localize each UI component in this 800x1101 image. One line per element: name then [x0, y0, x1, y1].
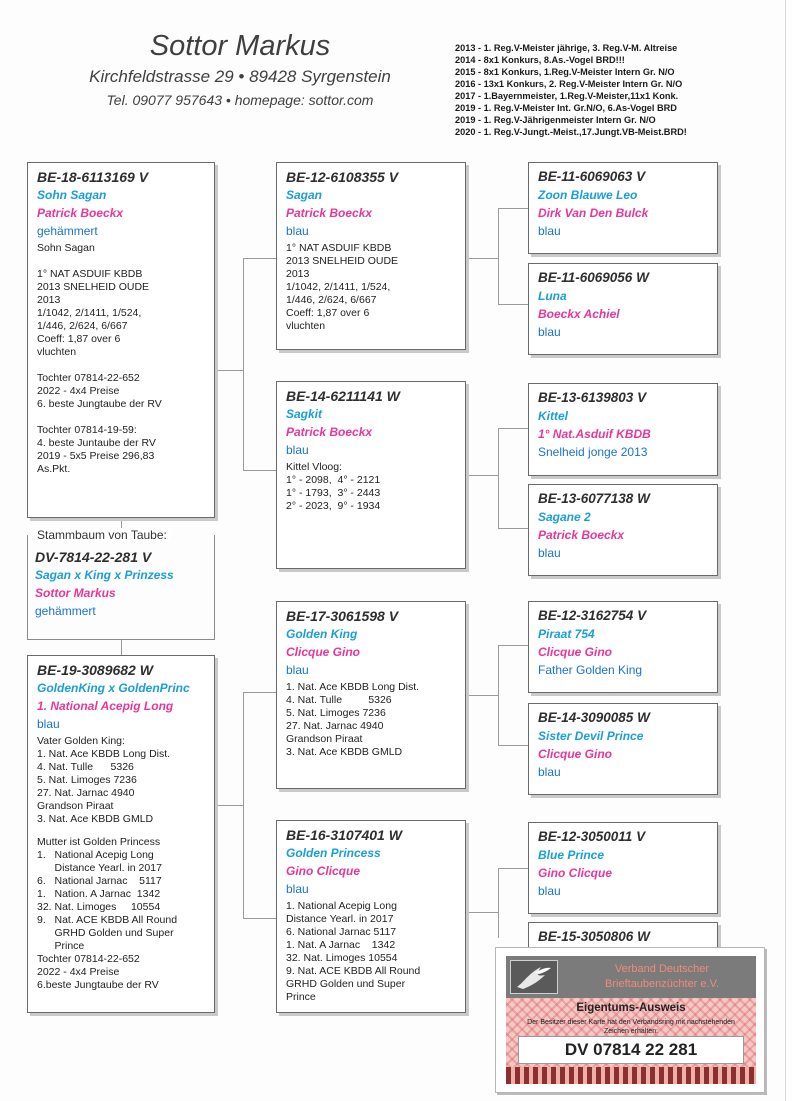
breeder-label: Gino Clicque [538, 866, 613, 880]
performance-notes: Kittel Vloog: 1° - 2098, 4° - 2121 1° - 1793, 3° - 2443 2° - 2023, 9° - 1934 [286, 461, 381, 512]
color-label: blau [538, 224, 561, 238]
breeder-address: Kirchfeldstrasse 29 • 89428 Syrgenstein [89, 67, 391, 86]
connector-line [243, 258, 244, 470]
pigeon-name: Zoon Blauwe Leo [538, 188, 638, 202]
breeder-label: Clicque Gino [538, 645, 613, 659]
pigeon-logo-icon [510, 960, 558, 994]
connector-line [498, 428, 528, 429]
breeder-label: Patrick Boeckx [37, 206, 124, 220]
pedigree-card-ggf-1 [528, 162, 718, 254]
performance-notes: Sohn Sagan 1° NAT ASDUIF KBDB 2013 SNELHEID OUDE 2013 1/1042, 2/1411, 1/524, 1/446, 2/624, 6/667 Coeff: 1,87 over 6 vluchten Tochter 07814-22-652 2022 - 4x4 Preise 6. beste Jungtaube der RV Tochter 07814-19-59: 4. beste Juntaube der RV 2019 - 5x5 Preise 296,83 As.Pkt. [37, 242, 162, 475]
ring-number: BE-17-3061598 V [286, 608, 399, 624]
breeder-label: Clicque Gino [286, 645, 361, 659]
pedigree-card-ggm-1 [528, 263, 718, 355]
connector-line [498, 868, 499, 938]
security-border [506, 1067, 756, 1084]
performance-notes: Vater Golden King: 1. Nat. Ace KBDB Long Dist. 4. Nat. Tulle 5326 5. Nat. Limoges 7236 27. Nat. Jarnac 4940 Grandson Piraat 3. Nat. Ace KBDB GMLD [37, 735, 171, 825]
result-line: 2020 - 1. Reg.V-Jungt.-Meist.,17.Jungt.VB-Meist.BRD! [455, 127, 687, 137]
result-line: 2013 - 1. Reg.V-Meister jährige, 3. Reg.V-M. Altreise [455, 43, 678, 53]
ring-number: BE-12-3162754 V [538, 608, 647, 623]
connector-line [498, 645, 528, 646]
color-label: gehämmert [37, 224, 98, 238]
breeder-label: 1° Nat.Asduif KBDB [538, 427, 651, 441]
pigeon-name: Golden King [286, 627, 358, 641]
color-label: blau [286, 443, 309, 457]
performance-notes: 1. National Acepig Long Distance Yearl. in 2017 6. National Jarnac 5117 1. Nat. A Jarnac 1342 32. Nat. Limoges 10554 9. Nat. ACE KBDB All Round GRHD Golden und Super Prince [286, 900, 421, 1003]
ring-number: BE-15-3050806 W [538, 929, 650, 944]
ring-number: BE-18-6113169 V [37, 169, 149, 185]
breeder-name: Sottor Markus [149, 30, 331, 62]
performance-notes-mother-line: Mutter ist Golden Princess 1. National Acepig Long Distance Yearl. in 2017 6. National Jarnac 5117 1. Nation. A Jarnac 1342 32. Nat. Limoges 10554 9. Nat. ACE KBDB All Round GRHD Golden und Super Prince Tochter 07814-22-652 2022 - 4x4 Preise 6.beste Jungtaube der RV [37, 836, 178, 991]
result-line: 2015 - 8x1 Konkurs, 1.Reg.V-Meister Intern Gr. N/O [455, 67, 675, 77]
color-label: blau [286, 224, 309, 238]
connector-line [243, 692, 244, 918]
ring-number: DV-7814-22-281 V [35, 549, 152, 565]
org-line: Verband Deutscher [614, 963, 710, 975]
connector-line [498, 208, 499, 304]
pigeon-name: Blue Prince [538, 848, 605, 862]
result-line: 2016 - 13x1 Konkurs, 2. Reg.V-Meister Intern Gr. N/O [455, 79, 683, 89]
performance-notes: 1. Nat. Ace KBDB Long Dist. 4. Nat. Tulle 5326 5. Nat. Limoges 7236 27. Nat. Jarnac 4940 Grandson Piraat 3. Nat. Ace KBDB GMLD [286, 681, 420, 758]
pedigree-card-ggf-3 [528, 601, 718, 693]
pigeon-name: Sagkit [286, 407, 323, 421]
ring-number: BE-11-6069063 V [538, 169, 646, 184]
connector-line [243, 470, 276, 471]
ring-number: BE-16-3107401 W [286, 827, 402, 843]
breeder-label: Boeckx Achiel [538, 307, 620, 321]
ownership-text: Der Besitzer dieser Karte hat den Verbandsring mit nachstehenden Zeichen erhalten: [527, 1019, 735, 1035]
color-label: blau [538, 546, 561, 560]
connector-line [498, 745, 528, 746]
result-line: 2017 - 1.Bayernmeister, 1.Reg.V-Meister,11x1 Konk. [455, 91, 679, 101]
pedigree-card-ggf-4 [528, 822, 718, 914]
connector-line [243, 258, 276, 259]
pigeon-name: Sister Devil Prince [538, 729, 644, 743]
pedigree-card-ggf-2 [528, 383, 718, 476]
pedigree-card-ggm-2 [528, 484, 718, 576]
pigeon-name: Sohn Sagan [37, 188, 107, 202]
ring-number: BE-14-3090085 W [538, 710, 650, 725]
org-line: Brieftaubenzüchter e.V. [605, 978, 719, 990]
pigeon-name: Piraat 754 [538, 627, 595, 641]
breeder-label: Clicque Gino [538, 747, 613, 761]
color-label: blau [538, 765, 561, 779]
color-label: blau [286, 882, 309, 896]
breeder-header [60, 28, 420, 110]
subject-pigeon [35, 548, 213, 620]
breeder-contact: Tel. 09077 957643 • homepage: sottor.com [106, 92, 374, 108]
ownership-ring-number: DV 07814 22 281 [518, 1036, 744, 1064]
result-line: 2019 - 1. Reg.V-Meister Int. Gr.N/O, 6.As-Vogel BRD [455, 103, 677, 113]
pigeon-name: Sagan x King x Prinzess [35, 568, 174, 582]
color-label: blau [538, 325, 561, 339]
color-label: blau [286, 663, 309, 677]
ring-number: BE-12-3050011 V [538, 829, 646, 844]
ownership-card [495, 947, 765, 1093]
org-name [572, 962, 752, 992]
connector-line [498, 528, 528, 529]
pedigree-card-mother [27, 655, 215, 1013]
connector-line [466, 258, 498, 259]
connector-line [243, 918, 276, 919]
result-line: 2019 - 1. Reg.V-Jährigenmeister Intern Gr. N/O [455, 115, 656, 125]
breeder-label: Dirk Van Den Bulck [538, 206, 649, 220]
ring-number: BE-14-6211141 W [286, 388, 400, 404]
pigeon-name: Sagan [286, 188, 323, 202]
pigeon-name: Kittel [538, 409, 568, 423]
pedigree-card-grandmother-paternal [276, 381, 466, 569]
result-line: 2014 - 8x1 Konkurs, 8.As.-Vogel BRD!!! [455, 55, 625, 65]
breeder-label: Sottor Markus [35, 586, 116, 600]
connector-line [243, 692, 276, 693]
color-label: Snelheid jonge 2013 [538, 445, 648, 459]
ring-number: BE-12-6108355 V [286, 169, 399, 185]
ring-number: BE-11-6069056 W [538, 270, 649, 285]
connector-line [498, 208, 528, 209]
pedigree-card-ggm-3 [528, 703, 718, 795]
pedigree-card-grandfather-maternal [276, 601, 466, 789]
color-label: blau [37, 717, 60, 731]
results-list [455, 42, 775, 138]
subject-label: Stammbaum von Taube: [35, 528, 171, 542]
pedigree-card-grandmother-maternal [276, 820, 466, 1013]
connector-line [498, 304, 528, 305]
pigeon-name: GoldenKing x GoldenPrinc [37, 681, 190, 695]
connector-line [466, 695, 498, 696]
color-label: Father Golden King [538, 663, 643, 677]
ring-number: BE-19-3089682 W [37, 662, 153, 678]
connector-line [498, 645, 499, 745]
pigeon-name: Golden Princess [286, 846, 381, 860]
breeder-label: 1. National Acepig Long [37, 699, 174, 713]
connector-line [498, 868, 528, 869]
pigeon-name: Sagane 2 [538, 510, 591, 524]
pigeon-name: Luna [538, 289, 567, 303]
pedigree-card-father [27, 162, 215, 518]
performance-notes: 1° NAT ASDUIF KBDB 2013 SNELHEID OUDE 2013 1/1042, 2/1411, 1/524, 1/446, 2/624, 6/667 Coeff: 1,87 over 6 vluchten [286, 242, 399, 332]
ring-number: BE-13-6139803 V [538, 390, 647, 405]
ownership-title: Eigentums-Ausweis [576, 1002, 686, 1014]
color-label: blau [538, 884, 561, 898]
connector-line [466, 912, 498, 913]
breeder-label: Patrick Boeckx [286, 206, 373, 220]
connector-line [121, 640, 122, 655]
connector-line [466, 475, 498, 476]
color-label: gehämmert [35, 604, 96, 618]
ring-number: BE-13-6077138 W [538, 491, 650, 506]
breeder-label: Patrick Boeckx [286, 425, 373, 439]
breeder-label: Gino Clicque [286, 864, 361, 878]
ownership-card-header [506, 956, 756, 998]
connector-line [215, 805, 243, 806]
pedigree-card-grandfather-paternal [276, 162, 466, 350]
connector-line [498, 428, 499, 528]
breeder-label: Patrick Boeckx [538, 528, 625, 542]
connector-line [215, 370, 243, 371]
